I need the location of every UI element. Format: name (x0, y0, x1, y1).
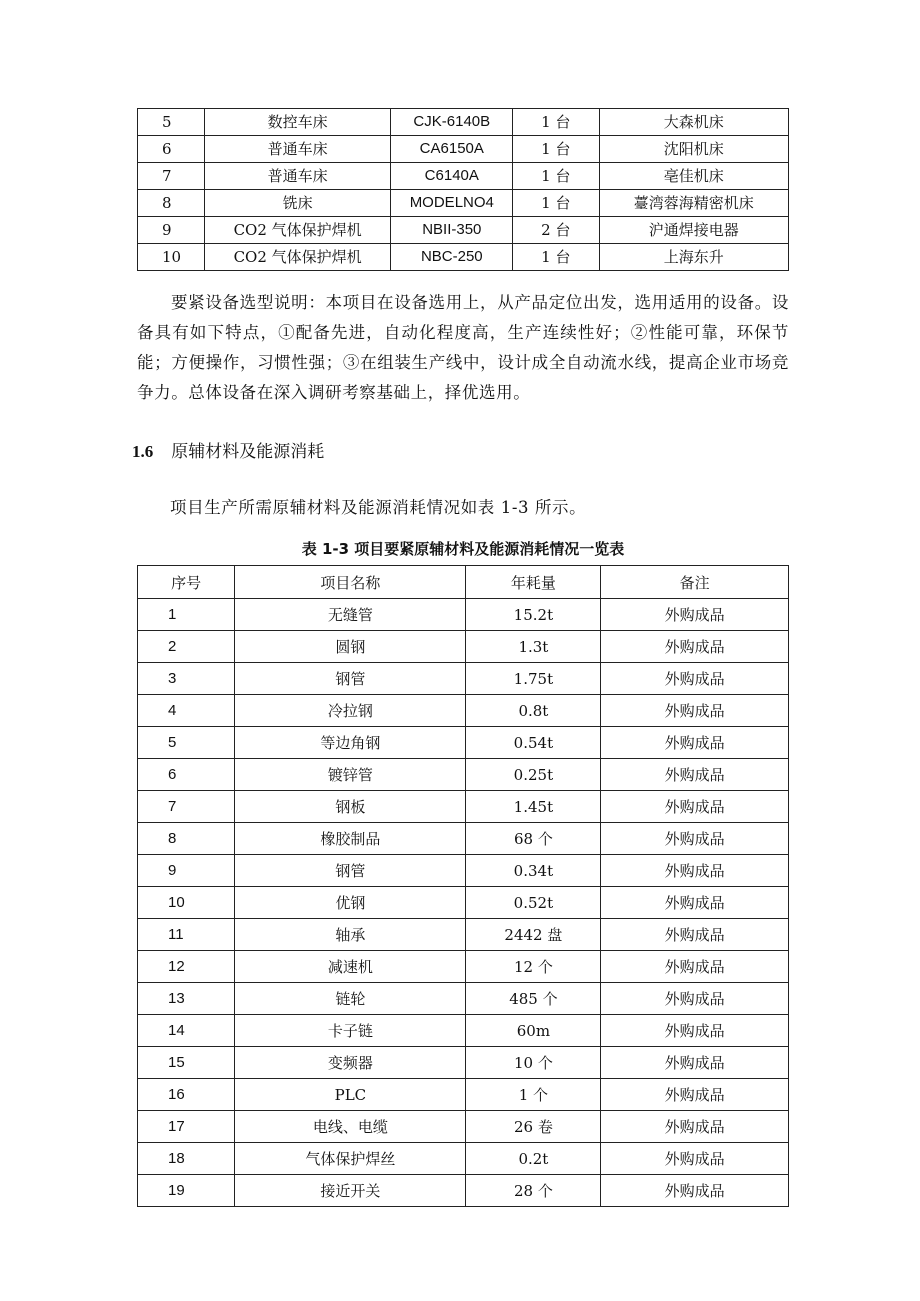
cell-amount: 1.45t (466, 791, 601, 823)
header-note: 备注 (601, 566, 789, 599)
cell-no: 9 (138, 217, 205, 244)
cell-name: 橡胶制品 (235, 823, 466, 855)
cell-name: 优钢 (235, 887, 466, 919)
cell-no: 8 (138, 190, 205, 217)
cell-note: 外购成品 (601, 1015, 789, 1047)
cell-no: 6 (138, 136, 205, 163)
cell-amount: 0.2t (466, 1143, 601, 1175)
cell-model: NBII-350 (391, 217, 513, 244)
cell-note: 外购成品 (601, 983, 789, 1015)
cell-amount: 28 个 (466, 1175, 601, 1207)
cell-note: 外购成品 (601, 919, 789, 951)
header-no: 序号 (138, 566, 235, 599)
cell-no: 14 (138, 1015, 235, 1047)
cell-no: 9 (138, 855, 235, 887)
cell-no: 6 (138, 759, 235, 791)
cell-name: CO2 气体保护焊机 (204, 217, 391, 244)
cell-note: 外购成品 (601, 759, 789, 791)
cell-qty: 1 台 (513, 244, 599, 271)
cell-amount: 1.75t (466, 663, 601, 695)
cell-note: 外购成品 (601, 663, 789, 695)
header-amount: 年耗量 (466, 566, 601, 599)
cell-name: 圆钢 (235, 631, 466, 663)
cell-model: CJK-6140B (391, 109, 513, 136)
cell-maker: 大森机床 (599, 109, 789, 136)
cell-no: 11 (138, 919, 235, 951)
cell-name: 钢管 (235, 855, 466, 887)
cell-note: 外购成品 (601, 631, 789, 663)
table-row (138, 951, 789, 983)
cell-no: 16 (138, 1079, 235, 1111)
table-row (138, 759, 789, 791)
table-row (138, 1047, 789, 1079)
cell-name: 接近开关 (235, 1175, 466, 1207)
cell-name: CO2 气体保护焊机 (204, 244, 391, 271)
cell-amount: 1.3t (466, 631, 601, 663)
cell-maker: 亳佳机床 (599, 163, 789, 190)
header-name: 项目名称 (235, 566, 466, 599)
cell-name: 变频器 (235, 1047, 466, 1079)
cell-amount: 485 个 (466, 983, 601, 1015)
cell-name: 普通车床 (204, 163, 391, 190)
cell-no: 18 (138, 1143, 235, 1175)
cell-name: 等边角钢 (235, 727, 466, 759)
table-row (138, 663, 789, 695)
cell-no: 10 (138, 887, 235, 919)
cell-name: 减速机 (235, 951, 466, 983)
table-row (138, 163, 789, 190)
cell-no: 4 (138, 695, 235, 727)
cell-note: 外购成品 (601, 1047, 789, 1079)
cell-note: 外购成品 (601, 823, 789, 855)
cell-no: 12 (138, 951, 235, 983)
cell-name: 电线、电缆 (235, 1111, 466, 1143)
cell-amount: 15.2t (466, 599, 601, 631)
table-row (138, 695, 789, 727)
cell-note: 外购成品 (601, 1175, 789, 1207)
cell-name: 气体保护焊丝 (235, 1143, 466, 1175)
cell-name: 钢板 (235, 791, 466, 823)
cell-name: 镀锌管 (235, 759, 466, 791)
cell-amount: 60m (466, 1015, 601, 1047)
table-row (138, 791, 789, 823)
cell-amount: 68 个 (466, 823, 601, 855)
cell-note: 外购成品 (601, 1143, 789, 1175)
cell-name: PLC (235, 1079, 466, 1111)
materials-table-body (138, 599, 789, 1207)
materials-header-row (138, 566, 789, 599)
cell-amount: 2442 盘 (466, 919, 601, 951)
cell-no: 10 (138, 244, 205, 271)
cell-qty: 1 台 (513, 109, 599, 136)
table-row (138, 1079, 789, 1111)
table-row (138, 983, 789, 1015)
table-row (138, 1143, 789, 1175)
cell-amount: 12 个 (466, 951, 601, 983)
cell-model: C6140A (391, 163, 513, 190)
cell-amount: 26 卷 (466, 1111, 601, 1143)
cell-amount: 0.25t (466, 759, 601, 791)
cell-name: 冷拉钢 (235, 695, 466, 727)
table-row (138, 136, 789, 163)
cell-name: 钢管 (235, 663, 466, 695)
cell-note: 外购成品 (601, 599, 789, 631)
equipment-table-body (138, 109, 789, 271)
cell-note: 外购成品 (601, 951, 789, 983)
cell-name: 普通车床 (204, 136, 391, 163)
cell-note: 外购成品 (601, 791, 789, 823)
cell-maker: 沪通焊接电器 (599, 217, 789, 244)
table-row (138, 1175, 789, 1207)
cell-name: 轴承 (235, 919, 466, 951)
cell-model: MODELNO4 (391, 190, 513, 217)
cell-amount: 0.8t (466, 695, 601, 727)
cell-no: 5 (138, 727, 235, 759)
cell-model: CA6150A (391, 136, 513, 163)
cell-name: 无缝管 (235, 599, 466, 631)
materials-table (137, 565, 789, 1207)
cell-no: 5 (138, 109, 205, 136)
materials-intro-paragraph: 项目生产所需原辅材料及能源消耗情况如表 1-3 所示。 (170, 498, 587, 517)
cell-no: 15 (138, 1047, 235, 1079)
cell-no: 8 (138, 823, 235, 855)
table-row (138, 631, 789, 663)
cell-no: 2 (138, 631, 235, 663)
cell-no: 17 (138, 1111, 235, 1143)
cell-maker: 沈阳机床 (599, 136, 789, 163)
cell-name: 链轮 (235, 983, 466, 1015)
cell-amount: 0.52t (466, 887, 601, 919)
table-row (138, 599, 789, 631)
cell-note: 外购成品 (601, 727, 789, 759)
cell-maker: 薹湾蓉海精密机床 (599, 190, 789, 217)
cell-amount: 0.34t (466, 855, 601, 887)
equipment-selection-paragraph: 要紧设备选型说明：本项目在设备选用上，从产品定位出发，选用适用的设备。设备具有如下特点，①配备先进，自动化程度高，生产连续性好；②性能可靠，环保节能；方便操作，习惯性强；③在组装生产线中，设计成全自动流水线，提高企业市场竞争力。总体设备在深入调研考察基础上，择优选用。 (137, 293, 789, 402)
equipment-table (137, 108, 789, 271)
cell-note: 外购成品 (601, 887, 789, 919)
table-row (138, 727, 789, 759)
cell-note: 外购成品 (601, 695, 789, 727)
cell-no: 1 (138, 599, 235, 631)
cell-name: 数控车床 (204, 109, 391, 136)
cell-note: 外购成品 (601, 1111, 789, 1143)
cell-maker: 上海东升 (599, 244, 789, 271)
table-row (138, 1111, 789, 1143)
section-heading (132, 438, 324, 466)
cell-qty: 1 台 (513, 136, 599, 163)
cell-no: 7 (138, 163, 205, 190)
table-row (138, 190, 789, 217)
section-title: 原辅材料及能源消耗 (171, 442, 325, 462)
cell-qty: 1 台 (513, 190, 599, 217)
cell-qty: 1 台 (513, 163, 599, 190)
table-row (138, 109, 789, 136)
cell-no: 13 (138, 983, 235, 1015)
cell-note: 外购成品 (601, 855, 789, 887)
cell-amount: 0.54t (466, 727, 601, 759)
table-row (138, 217, 789, 244)
cell-name: 卡子链 (235, 1015, 466, 1047)
section-number: 1.6 (132, 442, 154, 461)
table-row (138, 1015, 789, 1047)
table-row (138, 919, 789, 951)
cell-model: NBC-250 (391, 244, 513, 271)
table-row (138, 887, 789, 919)
cell-qty: 2 台 (513, 217, 599, 244)
table-row (138, 855, 789, 887)
cell-no: 3 (138, 663, 235, 695)
cell-no: 19 (138, 1175, 235, 1207)
cell-amount: 1 个 (466, 1079, 601, 1111)
table-caption: 表 1-3 项目要紧原辅材料及能源消耗情况一览表 (301, 540, 625, 558)
cell-no: 7 (138, 791, 235, 823)
cell-note: 外购成品 (601, 1079, 789, 1111)
table-row (138, 823, 789, 855)
cell-name: 铣床 (204, 190, 391, 217)
cell-amount: 10 个 (466, 1047, 601, 1079)
table-row (138, 244, 789, 271)
